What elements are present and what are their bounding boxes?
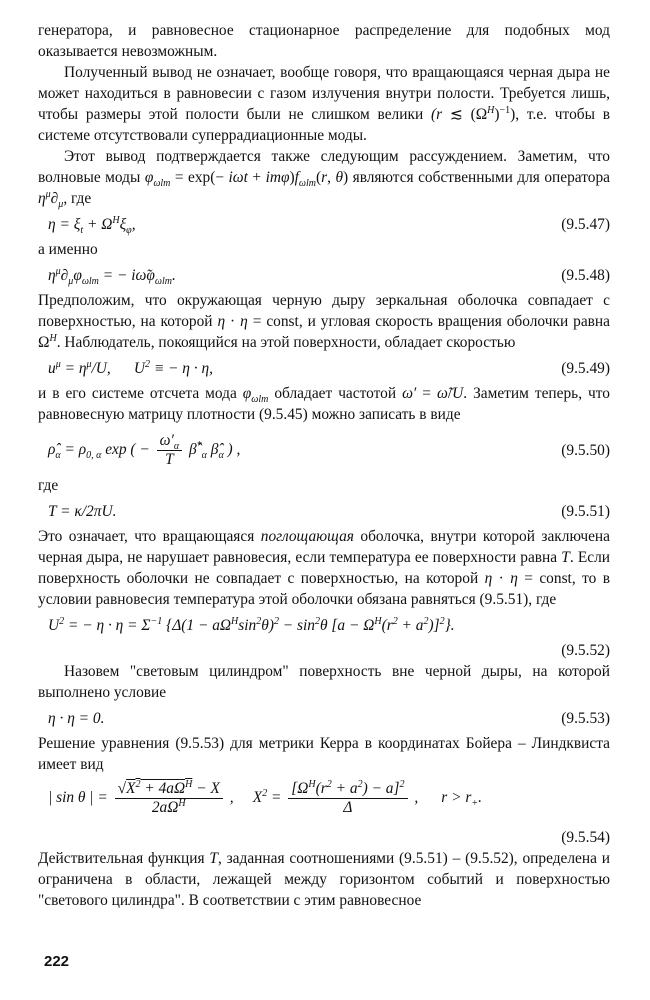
paragraph-4: а именно (38, 241, 98, 258)
paragraph-8: Это означает, что вращающаяся поглощающая оболочка, внутри которой заключена черная дыра, не нарушает равновесия, если температура ее поверхности равна T. Если поверхность оболочки не совпадает с поверхностью, на которой η · η = const, то в условии равновесия температура этой оболочки обязана равняться (9.5.51), где (38, 528, 611, 608)
paragraph-11: Действительная функция T, заданная соотношениями (9.5.51) – (9.5.52), определена и ограничена в области, лежащей между горизонтом событий и поверхностью "светового цилиндра". В соответствии с этим равновесное (38, 850, 610, 909)
equation-9-5-47: $\eta = \xi_t + \Omega^H\xi_\varphi$, (9.5.47) (48, 214, 610, 237)
equation-9-5-50: $\rhô_\alpha = \rho_{0, \alpha}$ exp ( − $\frac{\omega'_\alpha}{T}$ $\betâ^*_\alpha$ $\betâ_\alpha$ ) , (9.5.50) (48, 432, 610, 468)
paragraph-1: генератора, и равновесное стационарное распределение для подобных мод оказывается невозможным. (38, 22, 610, 60)
equation-number: (9.5.53) (561, 710, 610, 727)
paragraph-3: Этот вывод подтверждается также следующим рассуждением. Заметим, что волновые моды $\varphi_{\omega lm} = \exp(- i\omega t + im\varphi)f_{\omega lm}(r$, θ) являются собственными для оператора $\eta^\mu\partial_\mu$, где (38, 148, 610, 211)
paragraph-9: Назовем "световым цилиндром" поверхность вне черной дыры, на которой выполнено условие (38, 663, 610, 701)
equation-9-5-48: $\eta^\mu\partial_\mu\varphi_{\omega lm}$ = − $i\omegã\varphi_{\omega lm}$. (9.5.48) (48, 265, 610, 288)
equation-9-5-53: η · η = 0. (9.5.53) (48, 710, 610, 727)
paragraph-10: Решение уравнения (9.5.53) для метрики Керра в координатах Бойера – Линдквиста имеет вид (38, 735, 610, 773)
equation-number: (9.5.49) (561, 360, 610, 377)
equation-9-5-52: $U^2$ = − $\eta \cdot \eta = \Sigma^{-1}$ {$\Delta(1 - a\Omega^H\sin^2\theta)^2 - \sin^2\theta$ $[a - \Omega^H(r^2 + a^2)]^2$}. (48, 615, 455, 634)
equation-number: (9.5.48) (561, 267, 610, 284)
equation-number: (9.5.51) (561, 503, 610, 520)
page-number: 222 (44, 953, 70, 970)
equation-number: (9.5.52) (561, 642, 610, 659)
equation-number: (9.5.50) (561, 442, 610, 459)
paragraph-2: Полученный вывод не означает, вообще говоря, что вращающаяся черная дыра не может находиться в равновесии с газом излучения внутри полости. Требуется лишь, чтобы размеры этой полости были не слишком велики (r ≲ $(\Omega^H)^{-1}$), т.е. чтобы в системе отсутствовали суперрадиационные моды. (38, 64, 610, 144)
equation-number: (9.5.47) (561, 216, 610, 233)
paragraph-6: и в его системе отсчета мода $\varphi_{\omega lm}$ обладает частотой ω′ = ω̃/U. Заметим теперь, что равновесную матрицу плотности (9.5.45) можно записать в виде (38, 385, 610, 423)
equation-9-5-49: $u^\mu = \eta^\mu/U$, $U^2$ ≡ − η · η, (9.5.49) (48, 358, 610, 377)
paragraph-7: где (38, 477, 59, 494)
page-body (38, 20, 610, 911)
equation-number: (9.5.54) (561, 829, 610, 846)
equation-9-5-51: T = κ/2πU. (9.5.51) (48, 503, 610, 520)
paragraph-5: Предположим, что окружающая черную дыру зеркальная оболочка совпадает с поверхностью, на которой η · η = const, и угловая скорость вращения оболочки равна $\Omega^H$. Наблюдатель, покоящийся на этой поверхности, обладает скоростью (38, 292, 610, 351)
equation-9-5-54: | sin θ | = $\frac{√X^2 + 4a\Omega^H - X}{2a\Omega^H}$ , $X^2$ = $\frac{[\Omega^H(r^2 + a^2) - a]^2}{\Delta}$ , $r > r_+$. (48, 778, 482, 816)
